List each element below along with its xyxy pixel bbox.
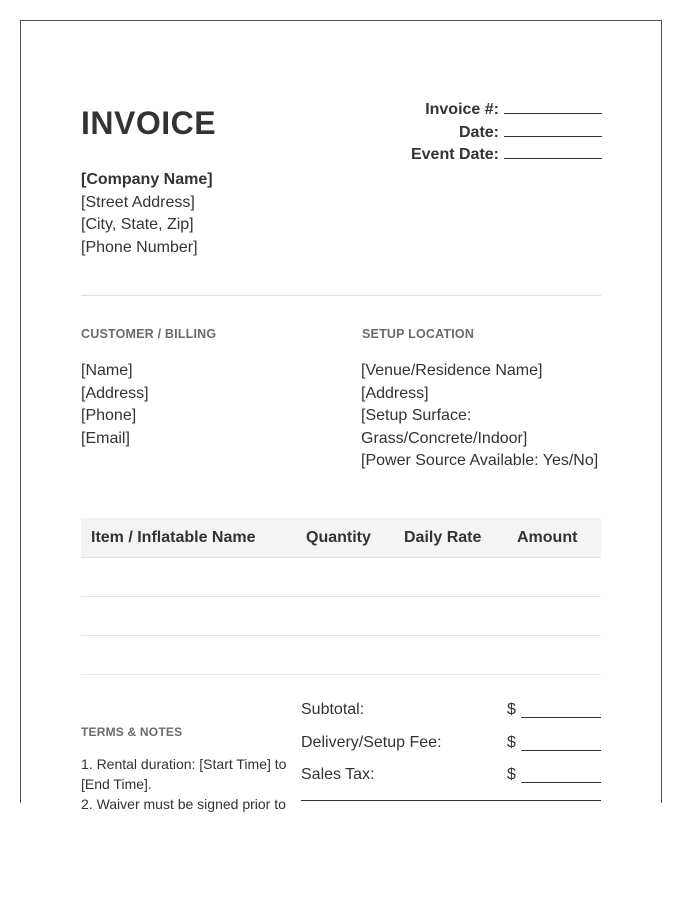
delivery-fee-label: Delivery/Setup Fee: xyxy=(301,733,442,751)
company-phone: [Phone Number] xyxy=(81,238,198,256)
setup-block xyxy=(361,360,598,473)
setup-section-label: SETUP LOCATION xyxy=(362,327,475,341)
header-amount: Amount xyxy=(517,529,578,546)
invoice-title: INVOICE xyxy=(81,105,217,141)
header-quantity: Quantity xyxy=(306,529,371,546)
delivery-fee-currency: $ xyxy=(507,733,516,751)
invoice-number-blank xyxy=(504,98,602,114)
date-row xyxy=(411,121,602,144)
setup-address: [Address] xyxy=(361,384,429,402)
table-row xyxy=(81,636,601,675)
event-date-row xyxy=(411,143,602,166)
setup-power: [Power Source Available: Yes/No] xyxy=(361,452,599,469)
items-table xyxy=(81,518,601,675)
sales-tax-blank xyxy=(521,782,601,783)
company-street: [Street Address] xyxy=(81,193,195,211)
setup-venue: [Venue/Residence Name] xyxy=(361,362,543,379)
subtotal-blank xyxy=(521,717,601,718)
event-date-blank xyxy=(504,143,602,159)
company-city: [City, State, Zip] xyxy=(81,216,194,233)
terms-line-2: 2. Waiver must be signed prior to xyxy=(81,796,286,812)
subtotal-label: Subtotal: xyxy=(301,701,365,718)
date-label: Date: xyxy=(458,123,499,141)
invoice-page xyxy=(20,20,662,812)
setup-surface-line1: [Setup Surface: xyxy=(361,407,472,424)
date-blank xyxy=(504,121,602,137)
sales-tax-currency: $ xyxy=(507,766,516,783)
terms-text xyxy=(81,754,296,814)
delivery-fee-blank xyxy=(521,750,601,751)
totals-rule xyxy=(301,800,601,801)
billing-address: [Address] xyxy=(81,384,149,402)
header-item: Item / Inflatable Name xyxy=(91,529,256,546)
billing-email: [Email] xyxy=(81,429,130,447)
table-row xyxy=(81,597,601,636)
header-divider xyxy=(81,295,601,296)
terms-line-1: 1. Rental duration: [Start Time] to [End Time]. xyxy=(81,756,287,792)
invoice-number-label: Invoice #: xyxy=(425,101,499,118)
sales-tax-label: Sales Tax: xyxy=(301,766,375,783)
company-name: [Company Name] xyxy=(81,171,213,188)
totals-block xyxy=(301,698,601,796)
setup-surface-line2: Grass/Concrete/Indoor] xyxy=(361,429,528,447)
invoice-number-row xyxy=(411,98,602,121)
subtotal-currency: $ xyxy=(507,701,516,718)
terms-label: TERMS & NOTES xyxy=(81,725,183,739)
billing-phone: [Phone] xyxy=(81,407,137,424)
delivery-fee-row xyxy=(301,731,601,764)
billing-name: [Name] xyxy=(81,362,133,379)
sales-tax-row xyxy=(301,763,601,796)
table-header xyxy=(81,518,601,558)
invoice-meta xyxy=(411,98,602,166)
event-date-label: Event Date: xyxy=(410,146,499,163)
company-info xyxy=(81,169,213,259)
header-daily-rate: Daily Rate xyxy=(404,529,482,546)
billing-section-label: CUSTOMER / BILLING xyxy=(81,327,217,341)
table-row xyxy=(81,558,601,597)
billing-block xyxy=(81,360,149,450)
subtotal-row xyxy=(301,698,601,731)
